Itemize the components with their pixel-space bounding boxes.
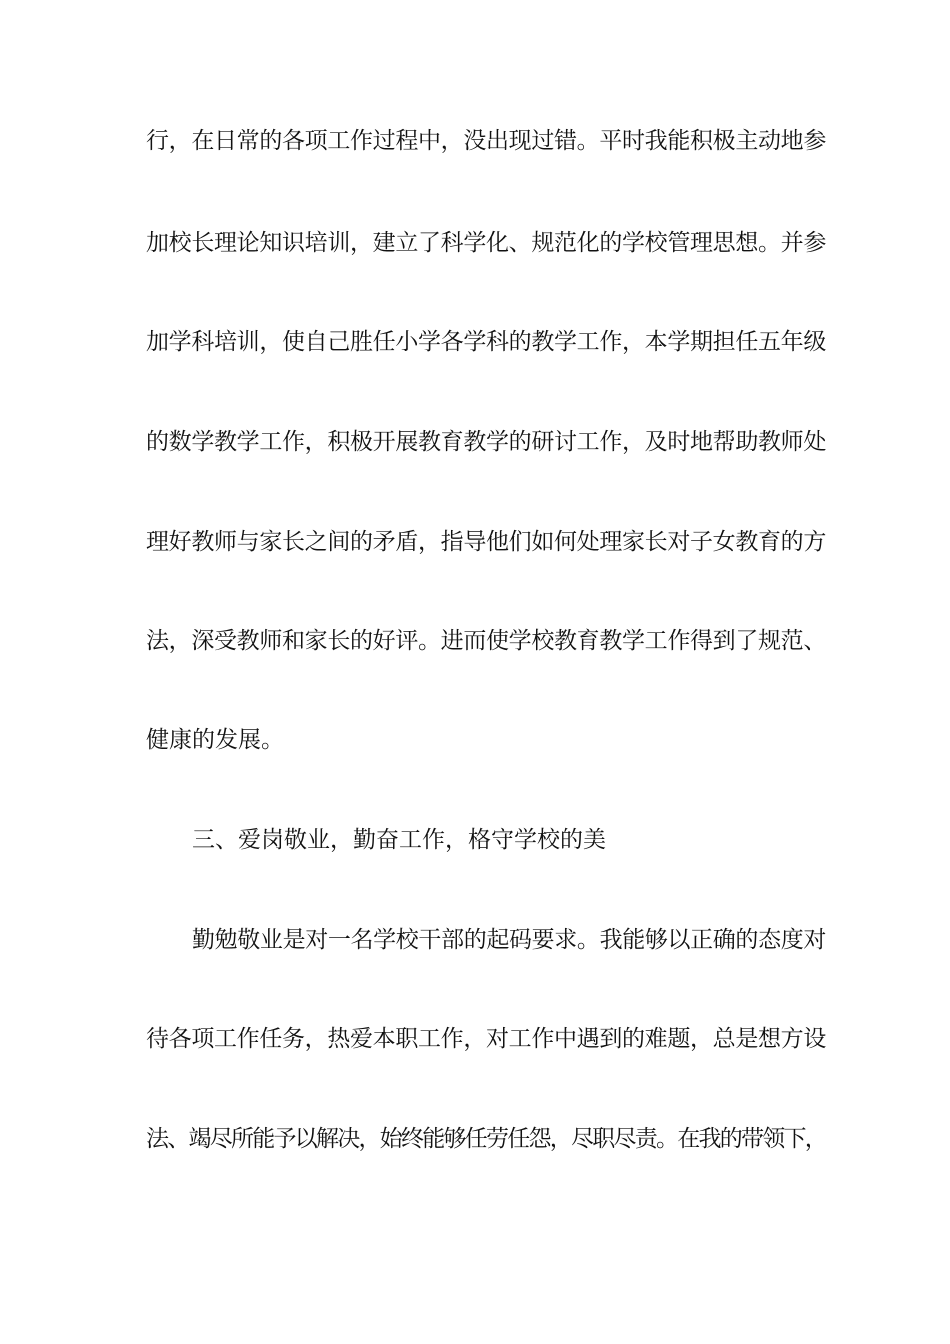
paragraph-line: 加学科培训，使自己胜任小学各学科的教学工作，本学期担任五年级 [146,329,827,355]
paragraph-line: 健康的发展。 [146,727,284,753]
paragraph-line: 理好教师与家长之间的矛盾，指导他们如何处理家长对子女教育的方 [146,529,827,555]
paragraph-line: 勤勉敬业是对一名学校干部的起码要求。我能够以正确的态度对 [192,927,827,953]
paragraph-line: 法，深受教师和家长的好评。进而使学校教育教学工作得到了规范、 [146,628,827,654]
paragraph-line: 待各项工作任务，热爱本职工作，对工作中遇到的难题，总是想方设 [146,1026,827,1052]
section-heading: 三、爱岗敬业，勤奋工作，格守学校的美 [192,827,606,853]
paragraph-line: 加校长理论知识培训，建立了科学化、规范化的学校管理思想。并参 [146,230,827,256]
paragraph-line: 行，在日常的各项工作过程中，没出现过错。平时我能积极主动地参 [146,128,827,154]
paragraph-line: 的数学教学工作，积极开展教育教学的研讨工作，及时地帮助教师处 [146,429,827,455]
paragraph-line: 法、竭尽所能予以解决，始终能够任劳任怨，尽职尽责。在我的带领下， [146,1126,826,1152]
